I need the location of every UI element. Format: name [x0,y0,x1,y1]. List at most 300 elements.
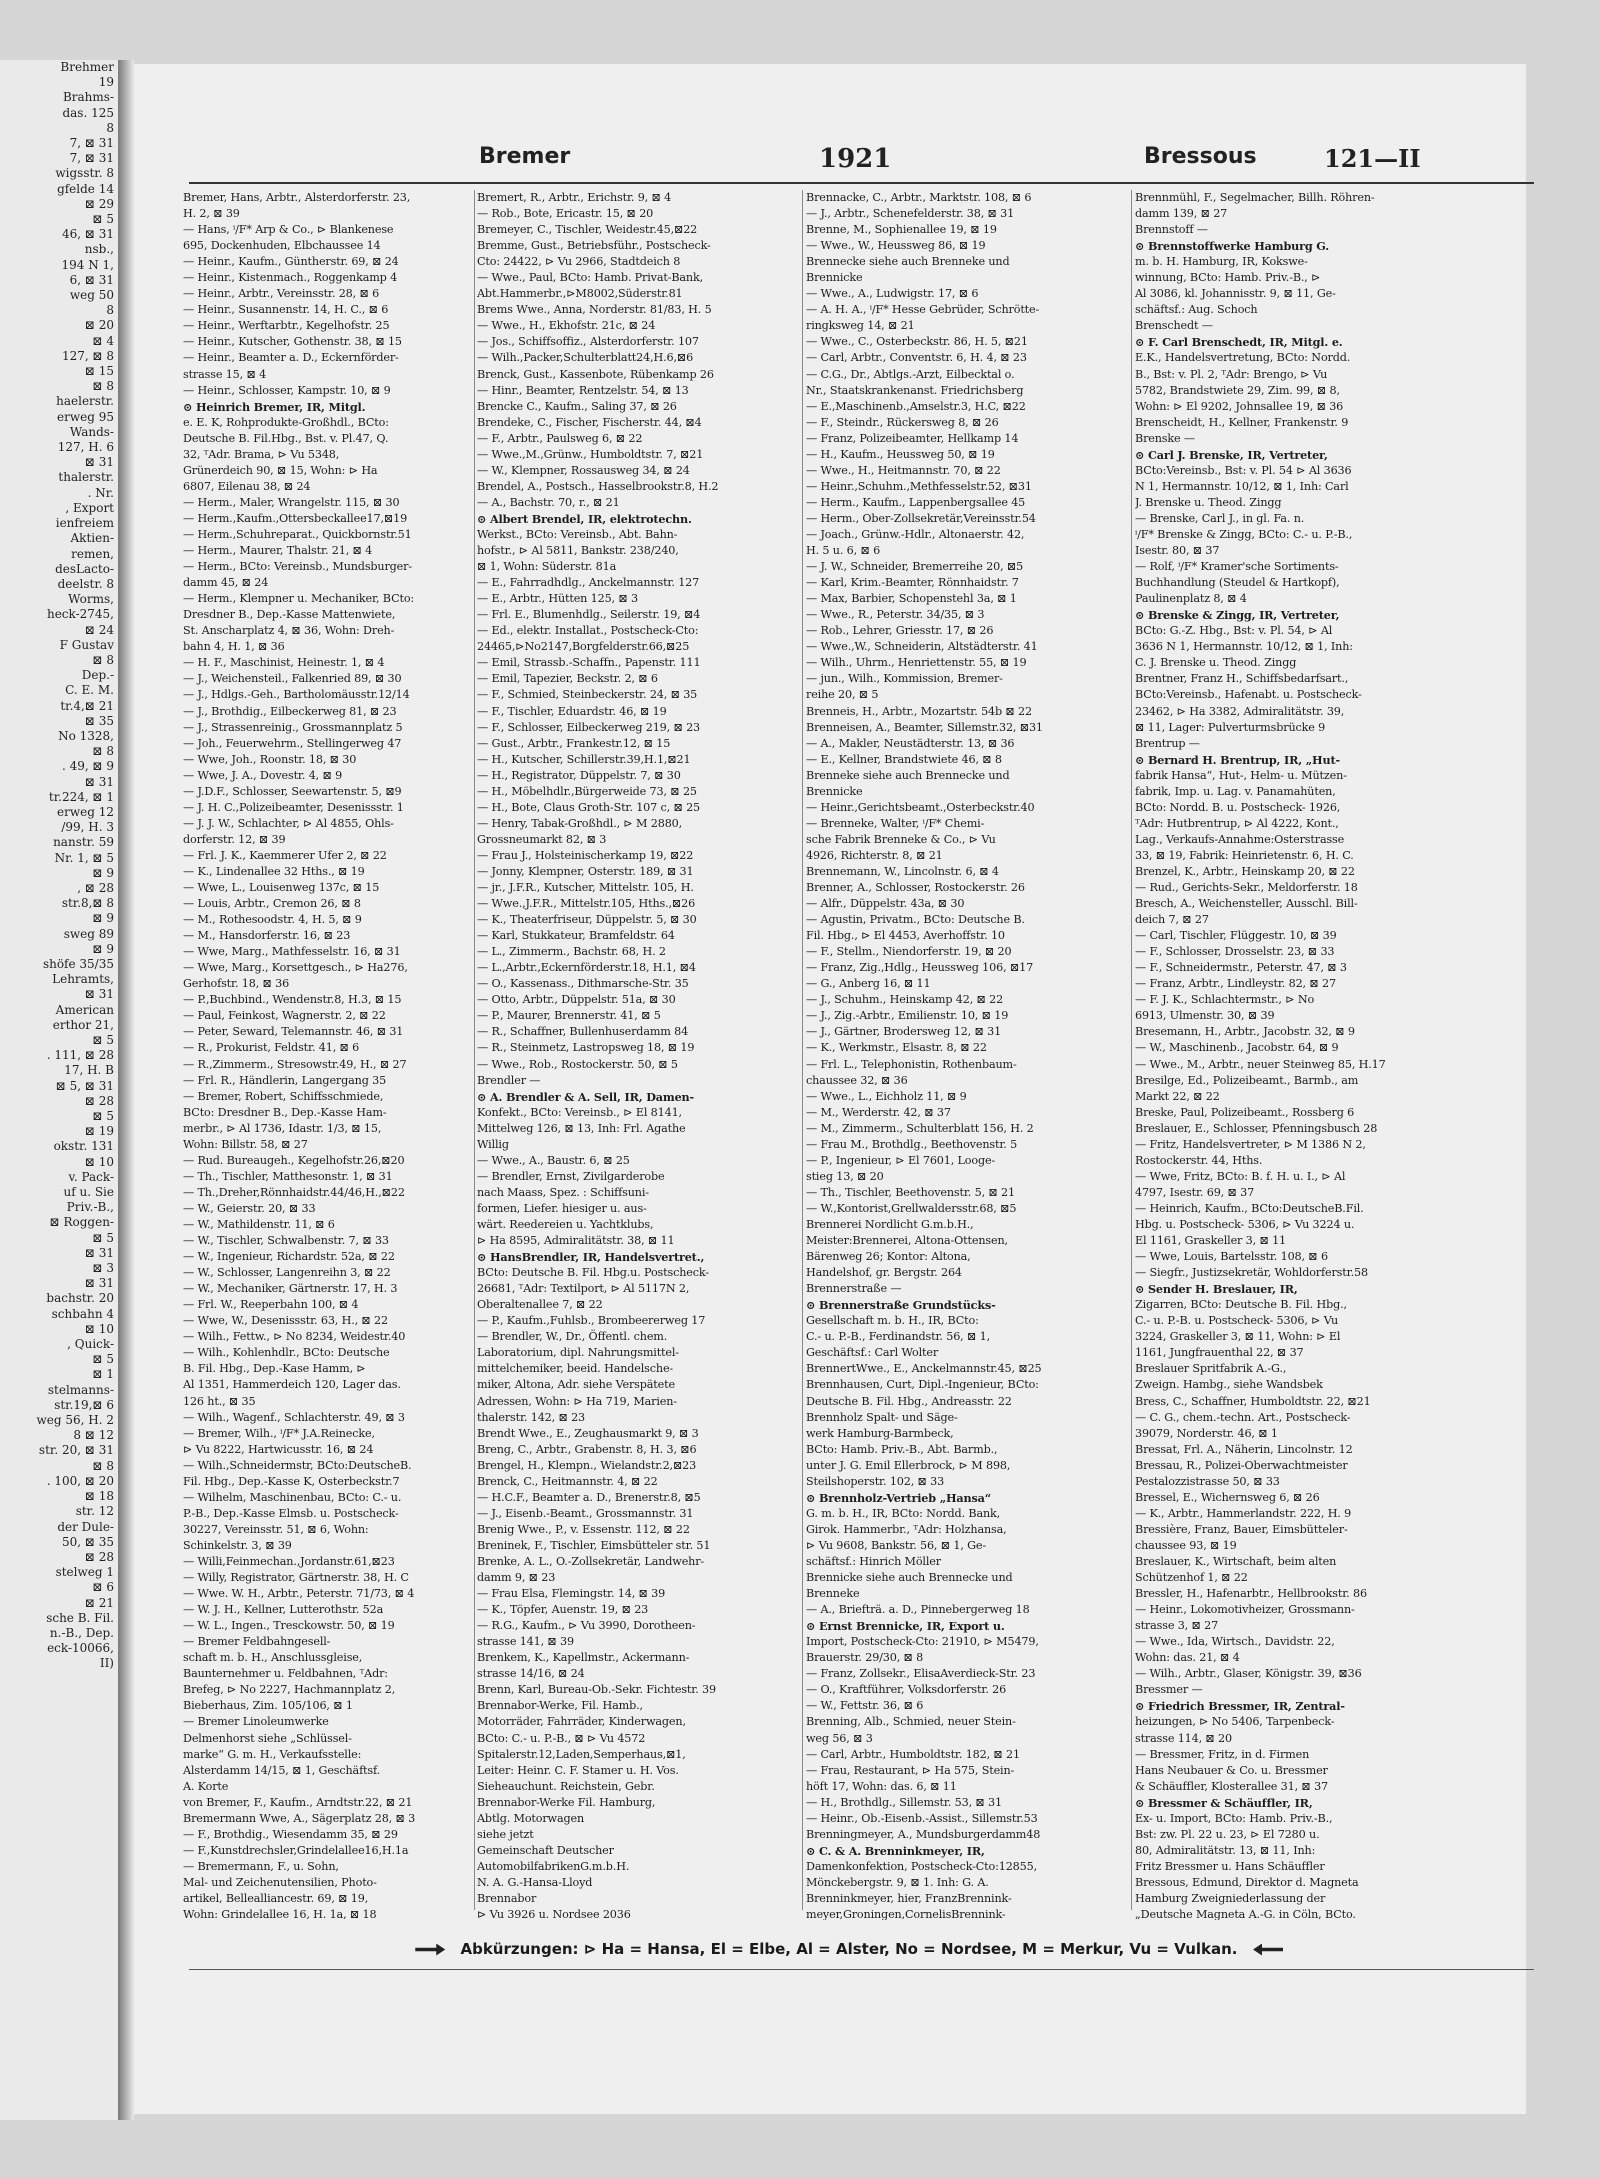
directory-entry: — Heinrich, Kaufm., BCto:DeutscheB.Fil. [1135,1201,1364,1215]
directory-entry: Brenning, Alb., Schmied, neuer Stein- [806,1715,1016,1729]
directory-entry: — Herm., Maurer, Thalstr. 21, ⊠ 4 [183,544,373,558]
directory-entry: — M., Zimmerm., Schulterblatt 156, H. 2 [806,1121,1034,1135]
directory-entry: A. Korte [183,1779,229,1793]
facing-page-line: sweg 89 [63,926,114,941]
directory-entry: Leiter: Heinr. C. F. Stamer u. H. Vos. [477,1763,679,1777]
directory-entry: — Frau, Restaurant, ⊳ Ha 575, Stein- [806,1763,1015,1777]
directory-entry: — R.G., Kaufm., ⊳ Vu 3990, Dorotheen- [477,1619,696,1633]
directory-entry: stieg 13, ⊠ 20 [806,1169,884,1183]
directory-entry: — Wwe., W., Heussweg 86, ⊠ 19 [806,239,986,253]
directory-entry: — F., Schmied, Steinbeckerstr. 24, ⊠ 35 [477,688,698,702]
directory-entry: — R.,Zimmerm., Stresowstr.49, H., ⊠ 27 [183,1057,407,1071]
directory-entry: 695, Dockenhuden, Elbchaussee 14 [183,239,381,253]
directory-entry: — L.,Arbtr.,Eckernförderstr.18, H.1, ⊠4 [477,961,696,975]
directory-entry: chaussee 32, ⊠ 36 [806,1073,908,1087]
directory-entry: ⊙ Albert Brendel, IR, elektrotechn. [477,511,692,526]
directory-entry: Brennmühl, F., Segelmacher, Billh. Röhren- [1135,191,1375,204]
directory-entry: & Schäuffler, Klosterallee 31, ⊠ 37 [1135,1779,1328,1793]
directory-entry: Pestalozzistrasse 50, ⊠ 33 [1135,1474,1280,1488]
directory-entry: marke“ G. m. H., Verkaufsstelle: [183,1747,362,1761]
directory-entry: — J., Arbtr., Schenefelderstr. 38, ⊠ 31 [806,207,1015,221]
directory-entry: Bremermann Wwe, A., Sägerplatz 28, ⊠ 3 [183,1811,416,1825]
directory-entry: schäftsf.: Aug. Schoch [1135,303,1258,317]
directory-entry: weg 56, ⊠ 3 [806,1731,873,1745]
directory-entry: Mittelweg 126, ⊠ 13, Inh: Frl. Agathe [477,1121,686,1135]
directory-entry: — Wwe., C., Osterbeckstr. 86, H. 5, ⊠21 [806,335,1028,349]
facing-page-line: Lehramts, [52,972,114,987]
directory-entry: — Franz, Zig.,Hdlg., Heussweg 106, ⊠17 [806,961,1034,975]
directory-entry: Brennabor-Werke, Fil. Hamb., [477,1699,643,1713]
directory-entry: 39079, Norderstr. 46, ⊠ 1 [1135,1426,1278,1440]
directory-entry: Bressous, Edmund, Direktor d. Magneta [1135,1875,1359,1889]
directory-entry: 4797, Isestr. 69, ⊠ 37 [1135,1185,1255,1199]
directory-entry: Wohn: ⊳ El 9202, Johnsallee 19, ⊠ 36 [1135,399,1344,413]
directory-entry: — H., Registrator, Düppelstr. 7, ⊠ 30 [477,768,681,782]
directory-entry: — H.C.F., Beamter a. D., Brenerstr.8, ⊠5 [477,1490,701,1504]
facing-page-line: ⊠ 8 [92,1458,114,1473]
directory-entry: Brenneis, H., Arbtr., Mozartstr. 54b ⊠ 22 [806,704,1032,718]
directory-entry: — J.D.F., Schlosser, Seewartenstr. 5, ⊠9 [183,784,402,798]
directory-entry: — Heinr., Lokomotivheizer, Grossmann- [1135,1603,1355,1617]
directory-entry: — Jonny, Klempner, Osterstr. 189, ⊠ 31 [477,864,694,878]
directory-entry: N. A. G.-Hansa-Lloyd [477,1875,593,1889]
facing-page-line: gfelde 14 [57,181,114,196]
directory-entry: Brendler — [477,1073,541,1087]
directory-entry: — Wwe., Ida, Wirtsch., Davidstr. 22, [1135,1635,1335,1649]
directory-entry: — P., Maurer, Brennerstr. 41, ⊠ 5 [477,1009,661,1023]
directory-entry: Breske, Paul, Polizeibeamt., Rossberg 6 [1135,1105,1355,1119]
directory-entry: St. Anscharplatz 4, ⊠ 36, Wohn: Dreh- [183,624,395,638]
facing-page-line: ⊠ 18 [84,1489,114,1504]
directory-entry: — H., Kaufm., Heussweg 50, ⊠ 19 [806,447,995,461]
directory-entry: — Heinr., Kaufm., Güntherstr. 69, ⊠ 24 [183,255,399,269]
directory-entry: Brennabor [477,1891,537,1905]
directory-entry: strasse 14/16, ⊠ 24 [477,1667,585,1681]
facing-page-line: 7, ⊠ 31 [69,136,114,151]
directory-entry: Spitalerstr.12,Laden,Semperhaus,⊠1, [477,1747,686,1761]
facing-page-line: . Nr. [87,485,114,500]
directory-entry: Bressat, Frl. A., Näherin, Lincolnstr. 12 [1135,1442,1353,1456]
directory-entry: Laboratorium, dipl. Nahrungsmittel- [477,1346,679,1360]
facing-page-line: ienfreiem [55,516,114,531]
directory-entry: — Wwe., R., Peterstr. 34/35, ⊠ 3 [806,608,985,622]
directory-entry: — Max, Barbier, Schopenstehl 3a, ⊠ 1 [806,592,1017,606]
directory-entry: — Wwe.,J.F.R., Mittelstr.105, Hths.,⊠26 [477,897,696,911]
directory-entry: — W., Tischler, Schwalbenstr. 7, ⊠ 33 [183,1234,389,1248]
directory-entry: BCto:Vereinsb., Bst: v. Pl. 54 ⊳ Al 3636 [1135,463,1352,477]
facing-page-line: 46, ⊠ 31 [61,227,114,242]
facing-page-line: 6, ⊠ 31 [69,272,114,287]
directory-entry: formen, Liefer. hiesiger u. aus- [477,1201,647,1215]
facing-page-line: ⊠ 9 [92,865,114,880]
directory-entry: 4926, Richterstr. 8, ⊠ 21 [806,848,943,862]
directory-entry: — J., Eisenb.-Beamt., Grossmannstr. 31 [477,1506,694,1520]
directory-entry: Brenneke [806,1587,860,1601]
directory-entry: H. 2, ⊠ 39 [183,207,240,221]
facing-page-line: ⊠ 6 [92,1580,114,1595]
directory-entry: — F., Schneidermstr., Peterstr. 47, ⊠ 3 [1135,961,1347,975]
facing-page-line: ⊠ Roggen- [49,1215,114,1230]
facing-page-line: erthor 21, [52,1017,114,1032]
directory-entry: „Deutsche Magneta A.-G. in Cöln, BCto. [1135,1908,1356,1920]
directory-entry: El 1161, Graskeller 3, ⊠ 11 [1135,1234,1287,1248]
directory-entry: — Carl, Arbtr., Conventstr. 6, H. 4, ⊠ 23 [806,351,1027,365]
book-gutter [118,60,134,2120]
directory-entry: — Willi,Feinmechan.,Jordanstr.61,⊠23 [183,1554,395,1568]
directory-entry: ⊠ 11, Lager: Pulverturmsbrücke 9 [1135,720,1326,734]
directory-entry: Lag., Verkaufs-Annahme:Osterstrasse [1135,832,1345,846]
directory-entry: Cto: 24422, ⊳ Vu 2966, Stadtdeich 8 [477,255,681,269]
directory-entry: — Paul, Feinkost, Wagnerstr. 2, ⊠ 22 [183,1009,386,1023]
directory-entry: Bremer, Hans, Arbtr., Alsterdorferstr. 23, [183,191,411,204]
directory-entry: damm 9, ⊠ 23 [477,1571,556,1585]
directory-entry: Damenkonfektion, Postscheck-Cto:12855, [806,1859,1037,1873]
column-3 [806,190,1094,1920]
directory-entry: — Rud. Bureaugeh., Kegelhofstr.26,⊠20 [183,1153,405,1167]
directory-entry: ⊳ Ha 8595, Admiralitätstr. 38, ⊠ 11 [477,1234,675,1248]
directory-entry: Fil. Hbg., Dep.-Kasse K, Osterbeckstr.7 [183,1474,400,1488]
directory-entry: fabrik, Imp. u. Lag. v. Panamahüten, [1135,784,1336,798]
directory-entry: strasse 3, ⊠ 27 [1135,1619,1219,1633]
directory-entry: — Heinr., Ob.-Eisenb.-Assist., Sillemstr.53 [806,1811,1038,1825]
facing-page-line: Aktien- [70,531,114,546]
facing-page-line: ⊠ 31 [84,987,114,1002]
directory-entry: — Frau J., Holsteinischerkamp 19, ⊠22 [477,848,694,862]
directory-entry: Breslauer, E., Schlosser, Pfenningsbusch 28 [1135,1121,1378,1135]
directory-entry: Bressmer — [1135,1683,1203,1697]
directory-entry: Import, Postscheck-Cto: 21910, ⊳ M5479, [806,1635,1039,1649]
directory-entry: Bressière, Franz, Bauer, Eimsbütteler- [1135,1522,1348,1536]
directory-entry: ⊙ C. & A. Brenninkmeyer, IR, [806,1843,985,1858]
facing-page-line: . 111, ⊠ 28 [46,1048,114,1063]
facing-page-line: ⊠ 31 [84,774,114,789]
directory-entry: Brenck, Gust., Kassenbote, Rübenkamp 26 [477,367,714,381]
directory-entry: — Carl, Arbtr., Humboldtstr. 182, ⊠ 21 [806,1747,1020,1761]
directory-entry: — Frl. W., Reeperbahn 100, ⊠ 4 [183,1298,359,1312]
directory-entry: — O., Kassenass., Dithmarsche-Str. 35 [477,977,689,991]
directory-entry: 3636 N 1, Hermannstr. 10/12, ⊠ 1, Inh: [1135,640,1353,654]
directory-entry: dorferstr. 12, ⊠ 39 [183,832,286,846]
directory-entry: heizungen, ⊳ No 5406, Tarpenbeck- [1135,1715,1335,1729]
directory-entry: 6913, Ulmenstr. 30, ⊠ 39 [1135,1009,1275,1023]
directory-entry: Bärenweg 26; Kontor: Altona, [806,1250,971,1264]
directory-entry: Brauerstr. 29/30, ⊠ 8 [806,1651,924,1665]
directory-entry: — Wilh.,Packer,Schulterblatt24,H.6,⊠6 [477,351,694,365]
directory-entry: Gerhofstr. 18, ⊠ 36 [183,977,290,991]
directory-entry: — Bressmer, Fritz, in d. Firmen [1135,1747,1310,1761]
directory-entry: ⊙ Brenske & Zingg, IR, Vertreter, [1135,608,1340,623]
directory-entry: 5782, Brandstwiete 29, Zim. 99, ⊠ 8, [1135,383,1340,397]
directory-entry: Delmenhorst siehe „Schlüssel- [183,1731,352,1745]
facing-page-line: das. 125 [62,105,114,120]
directory-entry: Hamburg Zweigniederlassung der [1135,1891,1326,1905]
directory-entry: Baunternehmer u. Feldbahnen, ᵀAdr: [183,1667,388,1681]
directory-entry: — J., Hdlgs.-Geh., Bartholomäusstr.12/14 [183,688,410,702]
facing-page-line: n.-B., Dep. [49,1625,114,1640]
directory-entry: P.-B., Dep.-Kasse Elmsb. u. Postscheck- [183,1506,399,1520]
directory-entry: Schützenhof 1, ⊠ 22 [1135,1571,1248,1585]
facing-page-line: str. 12 [75,1504,114,1519]
directory-entry: Willig [477,1137,509,1151]
facing-page-line: nsb., [84,242,114,257]
directory-entry: Bressel, E., Wichernsweg 6, ⊠ 26 [1135,1490,1320,1504]
directory-entry: Brenscheidt, H., Kellner, Frankenstr. 9 [1135,415,1349,429]
directory-entry: 6807, Eilenau 38, ⊠ 24 [183,479,311,493]
directory-entry: — J., Strassenreinig., Grossmannplatz 5 [183,720,403,734]
directory-entry: BCto: G.-Z. Hbg., Bst: v. Pl. 54, ⊳ Al [1135,624,1333,638]
directory-entry: — K., Töpfer, Auenstr. 19, ⊠ 23 [477,1603,649,1617]
facing-page-line: 8 [106,120,114,135]
directory-entry: ⊠ 1, Wohn: Süderstr. 81a [477,560,617,574]
directory-entry: Fritz Bressmer u. Hans Schäuffler [1135,1859,1325,1873]
directory-entry: — J., Zig.-Arbtr., Emilienstr. 10, ⊠ 19 [806,1009,1009,1023]
directory-entry: Adressen, Wohn: ⊳ Ha 719, Marien- [477,1394,677,1408]
facing-page-line: ⊠ 35 [84,713,114,728]
directory-entry: ⊙ Sender H. Breslauer, IR, [1135,1282,1298,1297]
directory-entry: Brenne, M., Sophienallee 19, ⊠ 19 [806,223,997,237]
directory-entry: mittelchemiker, beeid. Handelsche- [477,1362,674,1376]
directory-entry: winnung, BCto: Hamb. Priv.-B., ⊳ [1135,271,1321,285]
directory-entry: — Carl, Tischler, Flüggestr. 10, ⊠ 39 [1135,929,1337,943]
directory-entry: — Wwe., Paul, BCto: Hamb. Privat-Bank, [477,271,704,285]
column-divider [1131,190,1132,1910]
column-2 [477,190,765,1920]
directory-entry: Breng, C., Arbtr., Grabenstr. 8, H. 3, ⊠6 [477,1442,697,1456]
directory-entry: Gesellschaft m. b. H., IR, BCto: [806,1314,979,1328]
directory-entry: ⊙ Ernst Brennicke, IR, Export u. [806,1619,1005,1634]
directory-entry: Brennabor-Werke Fil. Hamburg, [477,1795,656,1809]
directory-entry: — Franz, Arbtr., Lindleystr. 82, ⊠ 27 [1135,977,1336,991]
directory-entry: — R., Steinmetz, Lastropsweg 18, ⊠ 19 [477,1041,695,1055]
directory-entry: deich 7, ⊠ 27 [1135,913,1209,927]
header-rule [189,182,1534,184]
directory-entry: — Wwe, L., Louisenweg 137c, ⊠ 15 [183,881,380,895]
directory-entry: Buchhandlung (Steudel & Hartkopf), [1135,576,1340,590]
facing-page-line: ⊠ 29 [84,196,114,211]
directory-entry: strasse 15, ⊠ 4 [183,367,267,381]
directory-entry: Konfekt., BCto: Vereinsb., ⊳ El 8141, [477,1105,682,1119]
directory-entry: Zigarren, BCto: Deutsche B. Fil. Hbg., [1135,1298,1347,1312]
facing-page-line: ⊠ 8 [92,652,114,667]
facing-page-line: bachstr. 20 [46,1291,114,1306]
directory-entry: ⊙ Heinrich Bremer, IR, Mitgl. [183,399,366,414]
directory-entry: Brennemann, W., Lincolnstr. 6, ⊠ 4 [806,864,999,878]
directory-entry: — Rolf, ⁱ/F* Kramer'sche Sortiments- [1135,560,1339,574]
abbreviations-footer [174,1940,1524,1966]
directory-entry: — jun., Wilh., Kommission, Bremer- [806,672,1003,686]
directory-entry: Meister:Brennerei, Altona-Ottensen, [806,1234,1008,1248]
facing-page-line: /99, H. 3 [61,820,114,835]
directory-entry: 26681, ᵀAdr: Textilport, ⊳ Al 5117N 2, [477,1282,690,1296]
directory-entry: — Wwe, J. A., Dovestr. 4, ⊠ 9 [183,768,343,782]
directory-entry: — Wwe. W. H., Arbtr., Peterstr. 71/73, ⊠ 4 [183,1587,415,1601]
facing-page-line: schbahn 4 [51,1306,114,1321]
directory-entry: chaussee 93, ⊠ 19 [1135,1538,1237,1552]
header-year: 1921 [819,144,892,174]
directory-entry: Brefeg, ⊳ No 2227, Hachmannplatz 2, [183,1683,396,1697]
directory-entry: — M., Hansdorferstr. 16, ⊠ 23 [183,929,351,943]
directory-entry: Breslauer Spritfabrik A.-G., [1135,1362,1287,1376]
directory-entry: — O., Kraftführer, Volksdorferstr. 26 [806,1683,1007,1697]
directory-entry: Werkst., BCto: Vereinsb., Abt. Bahn- [477,527,678,541]
directory-entry: m. b. H. Hamburg, IR, Kokswe- [1135,255,1308,269]
directory-entry: AutomobilfabrikenG.m.b.H. [477,1859,630,1873]
directory-entry: — W., Klempner, Rossausweg 34, ⊠ 24 [477,463,690,477]
directory-entry: — Wilh., Arbtr., Glaser, Königstr. 39, ⊠36 [1135,1667,1362,1681]
directory-entry: Girok. Hammerbr., ᵀAdr: Holzhansa, [806,1522,1007,1536]
directory-entry: ⊳ Vu 8222, Hartwicusstr. 16, ⊠ 24 [183,1442,374,1456]
directory-entry: Brenneisen, A., Beamter, Sillemstr.32, ⊠31 [806,720,1043,734]
facing-page-line: . 49, ⊠ 9 [61,759,114,774]
column-divider [802,190,803,1910]
directory-entry: BCto: C.- u. P.-B., ⊠ ⊳ Vu 4572 [477,1731,646,1745]
directory-entry: — Wilh., Wagenf., Schlachterstr. 49, ⊠ 3 [183,1410,405,1424]
directory-entry: thalerstr. 142, ⊠ 23 [477,1410,586,1424]
directory-entry: — W., Mechaniker, Gärtnerstr. 17, H. 3 [183,1282,398,1296]
facing-page-line: C. E. M. [65,683,114,698]
directory-entry: — Wwe, Joh., Roonstr. 18, ⊠ 30 [183,752,357,766]
facing-page-line: haelerstr. [56,394,114,409]
directory-entry: merbr., ⊳ Al 1736, Idastr. 1/3, ⊠ 15, [183,1121,382,1135]
directory-entry: — H., Kutscher, Schillerstr.39,H.1,⊠21 [477,752,691,766]
directory-page [134,64,1526,2114]
directory-entry: — Hinr., Beamter, Rentzelstr. 54, ⊠ 13 [477,383,689,397]
directory-entry: — W. L., Ingen., Tresckowstr. 50, ⊠ 19 [183,1619,395,1633]
directory-entry: Al 3086, kl. Johannisstr. 9, ⊠ 11, Ge- [1135,287,1336,301]
facing-page-line: ⊠ 9 [92,911,114,926]
directory-entry: — H., Brothdlg., Sillemstr. 53, ⊠ 31 [806,1795,1002,1809]
directory-entry: — L., Zimmerm., Bachstr. 68, H. 2 [477,945,666,959]
facing-page-line: weg 56, H. 2 [36,1413,114,1428]
directory-entry: — W. J. H., Kellner, Lutterothstr. 52a [183,1603,384,1617]
directory-entry: ⊙ Brennstoffwerke Hamburg G. [1135,239,1330,254]
facing-page-line: . 100, ⊠ 20 [46,1473,114,1488]
facing-page-line: Wands- [69,424,114,439]
directory-entry: Brenke, A. L., O.-Zollsekretär, Landwehr- [477,1554,705,1568]
directory-entry: — R., Schaffner, Bullenhuserdamm 84 [477,1025,689,1039]
directory-entry: G. m. b. H., IR, BCto: Nordd. Bank, [806,1506,1001,1520]
directory-entry: BrennertWwe., E., Anckelmannstr.45, ⊠25 [806,1362,1042,1376]
directory-entry: Bremeyer, C., Tischler, Weidestr.45,⊠22 [477,223,698,237]
directory-entry: J. Brenske u. Theod. Zingg [1135,495,1282,509]
facing-page-line: weg 50 [69,288,114,303]
directory-entry: Brengel, H., Klempn., Wielandstr.2,⊠23 [477,1458,697,1472]
facing-page-line: No 1328, [58,728,114,743]
directory-entry: Oberaltenallee 7, ⊠ 22 [477,1298,603,1312]
directory-entry: Brenzel, K., Arbtr., Heinskamp 20, ⊠ 22 [1135,864,1355,878]
directory-entry: — F., Tischler, Eduardstr. 46, ⊠ 19 [477,704,667,718]
directory-entry: Brenningmeyer, A., Mundsburgerdamm48 [806,1827,1041,1841]
directory-entry: C. J. Brenske u. Theod. Zingg [1135,656,1297,670]
directory-entry: — Emil, Strassb.-Schaffn., Papenstr. 111 [477,656,701,670]
facing-page-line: tr.224, ⊠ 1 [48,789,114,804]
directory-entry: — Franz, Polizeibeamter, Hellkamp 14 [806,431,1019,445]
directory-entry: reihe 20, ⊠ 5 [806,688,879,702]
directory-entry: sche Fabrik Brenneke & Co., ⊳ Vu [806,832,996,846]
directory-entry: — F., Schlosser, Drosselstr. 23, ⊠ 33 [1135,945,1335,959]
directory-entry: — F., Stellm., Niendorferstr. 19, ⊠ 20 [806,945,1012,959]
directory-entry: strasse 141, ⊠ 39 [477,1635,574,1649]
directory-entry: — Wwe., M., Arbtr., neuer Steinweg 85, H.17 [1135,1057,1386,1071]
directory-entry: — Frau M., Brothdlg., Beethovenstr. 5 [806,1137,1018,1151]
directory-entry: — Wwe., H., Heitmannstr. 70, ⊠ 22 [806,463,1001,477]
directory-entry: Brenschedt — [1135,319,1213,333]
directory-entry: Handelshof, gr. Bergstr. 264 [806,1266,962,1280]
directory-entry: — P., Ingenieur, ⊳ El 7601, Looge- [806,1153,996,1167]
directory-entry: — Franz, Zollsekr., ElisaAverdieck-Str. 23 [806,1667,1036,1681]
facing-page-line: Brahms- [62,90,114,105]
directory-entry: Al 1351, Hammerdeich 120, Lager das. [183,1378,401,1392]
directory-entry: — E., Arbtr., Hütten 125, ⊠ 3 [477,592,638,606]
directory-entry: — Heinr., Susannenstr. 14, H. C., ⊠ 6 [183,303,389,317]
facing-page-line: 7, ⊠ 31 [69,151,114,166]
directory-entry: — Frau Elsa, Flemingstr. 14, ⊠ 39 [477,1587,666,1601]
facing-page-line: ⊠ 3 [92,1261,114,1276]
directory-entry: Isestr. 80, ⊠ 37 [1135,544,1220,558]
facing-page-line: desLacto- [55,561,114,576]
facing-page-line: ⊠ 10 [84,1154,114,1169]
facing-page-line: 8 [106,303,114,318]
column-divider [474,190,475,1910]
facing-page-line: ⊠ 8 [92,379,114,394]
directory-entry: meyer,Groningen,CornelisBrennink- [806,1908,1006,1920]
directory-entry: BCto: Nordd. B. u. Postscheck- 1926, [1135,800,1341,814]
directory-entry: — Wilh., Fettw., ⊳ No 8234, Weidestr.40 [183,1330,406,1344]
directory-entry: — H., Möbelhdlr.,Bürgerweide 73, ⊠ 25 [477,784,697,798]
directory-entry: — Wwe., A., Ludwigstr. 17, ⊠ 6 [806,287,979,301]
directory-entry: — Wilh., Uhrm., Henriettenstr. 55, ⊠ 19 [806,656,1027,670]
facing-page-line: str.19,⊠ 6 [54,1397,114,1412]
directory-entry: BCto:Vereinsb., Hafenabt. u. Postscheck- [1135,688,1362,702]
directory-entry: — Alfr., Düppelstr. 43a, ⊠ 30 [806,897,965,911]
directory-entry: Grossneumarkt 82, ⊠ 3 [477,832,607,846]
directory-entry: 3224, Graskeller 3, ⊠ 11, Wohn: ⊳ El [1135,1330,1341,1344]
directory-entry: C.- u. P.-B. u. Postscheck- 5306, ⊳ Vu [1135,1314,1339,1328]
directory-entry: Bressler, H., Hafenarbtr., Hellbrookstr. 86 [1135,1587,1367,1601]
directory-entry: strasse 114, ⊠ 20 [1135,1731,1232,1745]
directory-entry: Brennerstraße — [806,1282,902,1296]
directory-entry: — Heinr., Beamter a. D., Eckernförder- [183,351,399,365]
directory-entry: — Rob., Lehrer, Griesstr. 17, ⊠ 26 [806,624,994,638]
directory-entry: — K., Werkmstr., Elsastr. 8, ⊠ 22 [806,1041,987,1055]
directory-entry: 23462, ⊳ Ha 3382, Admiralitätstr. 39, [1135,704,1345,718]
facing-page-line: 17, H. B [64,1063,114,1078]
directory-entry: — Wwe.,W., Schneiderin, Altstädterstr. 41 [806,640,1038,654]
directory-entry: — Herm., BCto: Vereinsb., Mundsburger- [183,560,412,574]
directory-entry: Abt.Hammerbr.,⊳M8002,Süderstr.81 [477,287,683,301]
directory-entry: B., Bst: v. Pl. 2, ᵀAdr: Brengo, ⊳ Vu [1135,367,1328,381]
directory-entry: Bresch, A., Weichensteller, Ausschl. Bill- [1135,897,1358,911]
directory-entry: damm 45, ⊠ 24 [183,576,269,590]
directory-entry: Bst: zw. Pl. 22 u. 23, ⊳ El 7280 u. [1135,1827,1320,1841]
directory-entry: — W., Fettstr. 36, ⊠ 6 [806,1699,924,1713]
directory-entry: — J., Gärtner, Brodersweg 12, ⊠ 31 [806,1025,1002,1039]
directory-entry: Schinkelstr. 3, ⊠ 39 [183,1538,292,1552]
directory-entry: — W.,Kontorist,Grellwaldersstr.68, ⊠5 [806,1201,1017,1215]
directory-entry: — J., Brothdig., Eilbeckerweg 81, ⊠ 23 [183,704,397,718]
directory-entry: — F.,Kunstdrechsler,Grindelallee16,H.1a [183,1843,409,1857]
directory-entry: — M., Rothesoodstr. 4, H. 5, ⊠ 9 [183,913,362,927]
facing-page-line: ⊠ 5 [92,1230,114,1245]
directory-entry: — C. G., chem.-techn. Art., Postscheck- [1135,1410,1351,1424]
directory-entry: Breslauer, K., Wirtschaft, beim alten [1135,1554,1337,1568]
directory-entry: — Louis, Arbtr., Cremon 26, ⊠ 8 [183,897,361,911]
facing-page-line: 8 ⊠ 12 [73,1428,114,1443]
facing-page-fragment [0,60,120,2120]
directory-entry: — Jos., Schiffsoffiz., Alsterdorferstr. 107 [477,335,699,349]
directory-entry: Brennicke [806,784,863,798]
facing-page-line: remen, [71,546,114,561]
